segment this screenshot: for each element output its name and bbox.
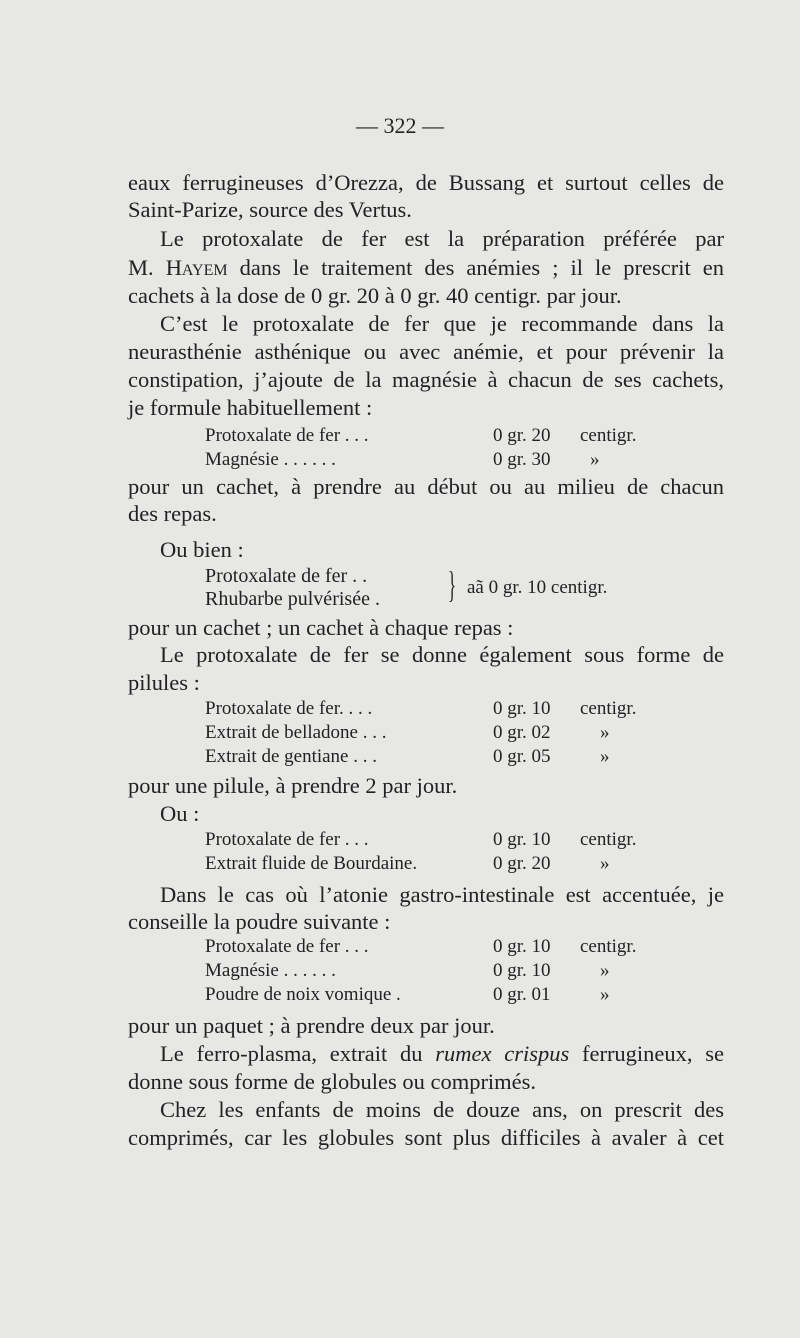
text-line: comprimés, car les globules sont plus difficiles à avaler à cet (128, 1125, 724, 1150)
formula-unit: » (600, 722, 610, 743)
latin-name: rumex crispus (435, 1041, 570, 1066)
formula-ingredient: Magnésie . . . . . . (205, 960, 336, 981)
text-line: C’est le protoxalate de fer que je recommande dans la (160, 311, 724, 336)
text-line: Ou : (160, 801, 200, 826)
text-line: Saint-Parize, source des Vertus. (128, 197, 412, 222)
formula-quantity: 0 gr. 20 (493, 853, 551, 874)
text-line: pour une pilule, à prendre 2 par jour. (128, 773, 458, 798)
text-line: cachets à la dose de 0 gr. 20 à 0 gr. 40 centigr. par jour. (128, 283, 622, 308)
text-line: neurasthénie asthénique ou avec anémie, et pour prévenir la (128, 339, 724, 364)
text-line: Chez les enfants de moins de douze ans, on prescrit des (160, 1097, 724, 1122)
text-line: Dans le cas où l’atonie gastro-intestinale est accentuée, je (160, 882, 724, 907)
author-name: Hayem (165, 255, 228, 280)
text-line: des repas. (128, 501, 217, 526)
text-line: constipation, j’ajoute de la magnésie à chacun de ses cachets, (128, 367, 724, 392)
text-span: ferrugineux, se (581, 1041, 725, 1066)
text-line: pour un cachet ; un cachet à chaque repas : (128, 615, 514, 640)
formula-quantity: 0 gr. 10 (493, 936, 551, 957)
text-line: Ou bien : (160, 537, 244, 562)
formula-quantity: 0 gr. 30 (493, 449, 551, 470)
formula-unit: » (600, 746, 610, 767)
text-span: dans le traitement des anémies ; il le prescrit en (239, 255, 725, 280)
formula-quantity: 0 gr. 01 (493, 984, 551, 1005)
formula-ingredient: Magnésie . . . . . . (205, 449, 336, 470)
text-line (160, 1041, 724, 1067)
text-line: je formule habituellement : (128, 395, 373, 420)
formula-quantity: 0 gr. 10 (493, 829, 551, 850)
formula-ingredient: Protoxalate de fer . . . (205, 829, 369, 850)
text-line: donne sous forme de globules ou comprimés. (128, 1069, 537, 1094)
formula-unit: centigr. (580, 425, 637, 446)
formula-unit: » (600, 960, 610, 981)
formula-quantity: 0 gr. 10 (493, 960, 551, 981)
text-line: Le protoxalate de fer est la préparation préférée par (160, 226, 724, 251)
formula-quantity: 0 gr. 02 (493, 722, 551, 743)
formula-unit: centigr. (580, 829, 637, 850)
formula-unit: centigr. (580, 698, 637, 719)
text-line (128, 255, 724, 281)
text-span: M. (128, 255, 154, 280)
formula-quantity: 0 gr. 10 (493, 698, 551, 719)
formula-ingredient: Extrait de belladone . . . (205, 722, 387, 743)
formula-ingredient: Protoxalate de fer . . . (205, 425, 369, 446)
formula-ingredient: Rhubarbe pulvérisée . (205, 588, 380, 610)
formula-ingredient: Protoxalate de fer . . . (205, 936, 369, 957)
brace: } (448, 564, 457, 606)
text-line: conseille la poudre suivante : (128, 909, 391, 934)
text-line: pour un cachet, à prendre au début ou au milieu de chacun (128, 474, 724, 499)
formula-unit: » (600, 984, 610, 1005)
text-line: pilules : (128, 670, 200, 695)
formula-unit: » (600, 853, 610, 874)
formula-unit: centigr. (580, 936, 637, 957)
text-line: pour un paquet ; à prendre deux par jour. (128, 1013, 495, 1038)
page-number: — 322 — (356, 113, 444, 138)
formula-ingredient: Protoxalate de fer. . . . (205, 698, 373, 719)
formula-unit: » (590, 449, 600, 470)
formula-ingredient: Poudre de noix vomique . (205, 984, 401, 1005)
formula-quantity: 0 gr. 20 (493, 425, 551, 446)
formula-ingredient: Protoxalate de fer . . (205, 565, 368, 587)
formula-ingredient: Extrait de gentiane . . . (205, 746, 377, 767)
formula-ingredient: Extrait fluide de Bourdaine. (205, 853, 418, 874)
formula-dose: aã 0 gr. 10 centigr. (467, 577, 608, 598)
text-span: Le ferro-plasma, extrait du (160, 1041, 423, 1066)
formula-quantity: 0 gr. 05 (493, 746, 551, 767)
text-line: Le protoxalate de fer se donne également sous forme de (160, 642, 724, 667)
text-line: eaux ferrugineuses d’Orezza, de Bussang et surtout celles de (128, 170, 724, 195)
